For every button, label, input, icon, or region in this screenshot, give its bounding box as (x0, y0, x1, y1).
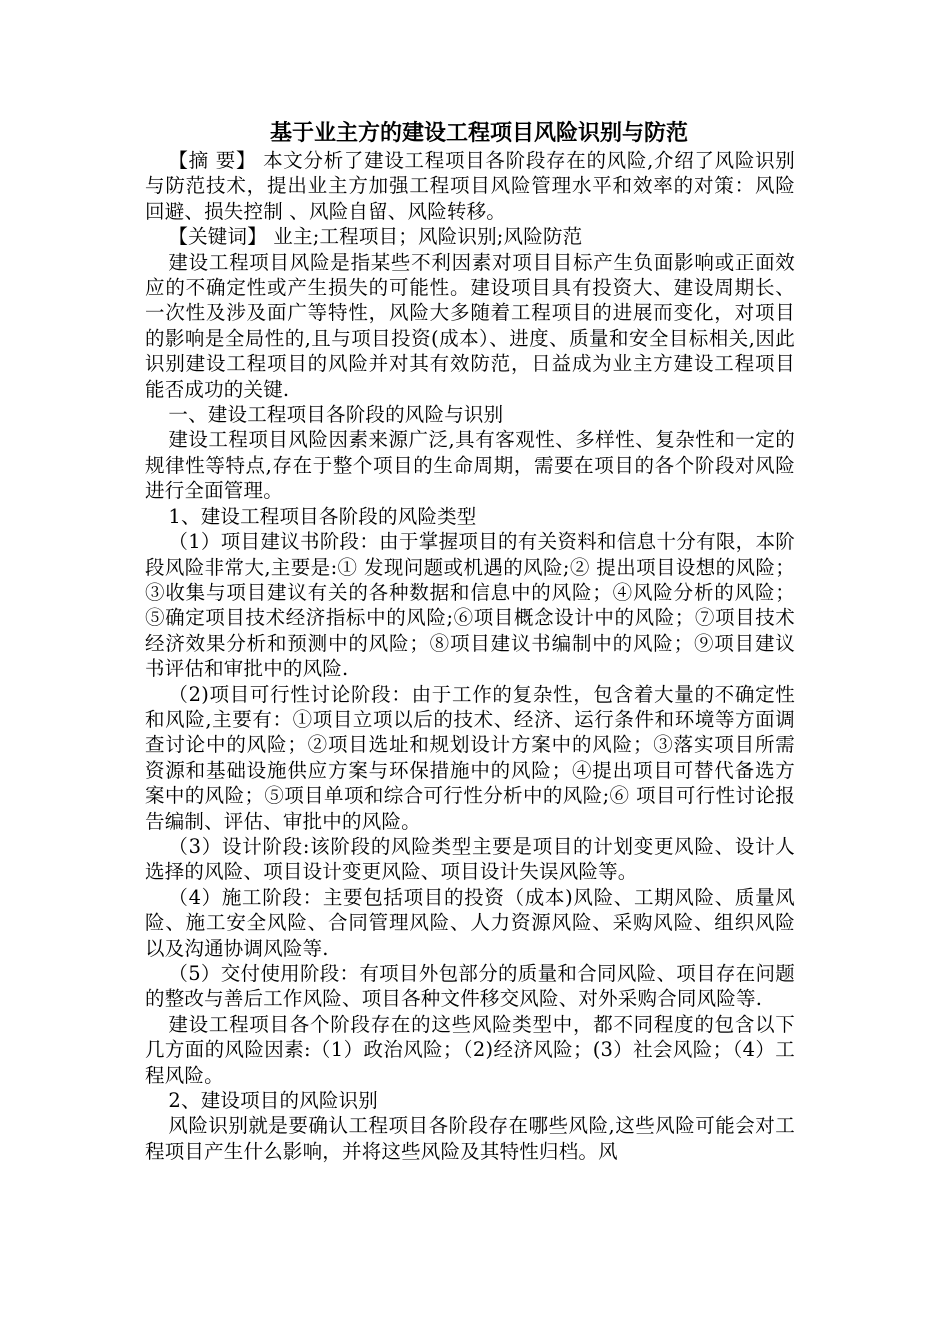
section1-heading: 一、建设工程项目各阶段的风险与识别 (168, 403, 504, 427)
section1-paragraph: 建设工程项目风险因素来源广泛,具有客观性、多样性、复杂性和一定的规律性等特点,存在于整个项目的生命周期，需要在项目的各个阶段对风险进行全面管理。 (145, 428, 795, 503)
stage5-paragraph: （5）交付使用阶段：有项目外包部分的质量和合同风险、项目存在问题的整改与善后工作风险、项目各种文件移交风险、对外采购合同风险等. (145, 962, 795, 1011)
factors-paragraph: 建设工程项目各个阶段存在的这些风险类型中，都不同程度的包含以下几方面的风险因素:（1）政治风险；（2)经济风险；(3）社会风险；（4）工程风险。 (145, 1012, 795, 1087)
document-title: 基于业主方的建设工程项目风险识别与防范 (270, 121, 689, 146)
abstract-text: 本文分析了建设工程项目各阶段存在的风险,介绍了风险识别与防范技术，提出业主方加强工程项目风险管理水平和效率的对策：风险回避、损失控制 、风险自留、风险转移。 (145, 149, 795, 223)
abstract-label: 【摘 要】 (168, 149, 257, 172)
keywords-text: 业主;工程项目；风险识别;风险防范 (266, 225, 583, 249)
stage1-paragraph: （1）项目建议书阶段：由于掌握项目的有关资料和信息十分有限，本阶段风险非常大,主要是:① 发现问题或机遇的风险;② 提出项目设想的风险；③收集与项目建议有关的各种数据和信息中的风险；④风险分析的风险；⑤确定项目技术经济指标中的风险;⑥项目概念设计中的风险；⑦项目技术经济效果分析和预测中的风险；⑧项目建议书编制中的风险；⑨项目建议书评估和审批中的风险. (145, 530, 795, 681)
intro-paragraph: 建设工程项目风险是指某些不利因素对项目目标产生负面影响或正面效应的不确定性或产生损失的可能性。建设项目具有投资大、建设周期长、一次性及涉及面广等特性，风险大多随着工程项目的进展而变化，对项目的影响是全局性的,且与项目投资(成本）、进度、质量和安全目标相关,因此识别建设工程项目的风险并对其有效防范，日益成为业主方建设工程项目能否成功的关键. (145, 250, 795, 401)
keywords-paragraph (145, 224, 795, 249)
stage3-paragraph: （3）设计阶段:该阶段的风险类型主要是项目的计划变更风险、设计人选择的风险、项目设计变更风险、项目设计失误风险等。 (145, 834, 795, 884)
document-page (145, 120, 795, 1164)
stage4-paragraph: （4）施工阶段：主要包括项目的投资（成本)风险、工期风险、质量风险、施工安全风险、合同管理风险、人力资源风险、采购风险、组织风险以及沟通协调风险等. (145, 885, 795, 960)
keywords-label: 【关键词】 (168, 225, 267, 249)
abstract-paragraph (145, 148, 795, 224)
subsection2-heading: 2、建设项目的风险识别 (168, 1089, 378, 1113)
subsection2-paragraph: 风险识别就是要确认工程项目各阶段存在哪些风险,这些风险可能会对工程项目产生什么影响，并将这些风险及其特性归档。风 (145, 1114, 795, 1163)
stage2-paragraph: （2)项目可行性讨论阶段：由于工作的复杂性，包含着大量的不确定性和风险,主要有：①项目立项以后的技术、经济、运行条件和环境等方面调查讨论中的风险；②项目选址和规划设计方案中的风险；③落实项目所需资源和基础设施供应方案与环保措施中的风险；④提出项目可替代备选方案中的风险；⑤项目单项和综合可行性分析中的风险;⑥ 项目可行性讨论报告编制、评估、审批中的风险。 (145, 682, 795, 833)
subsection1-heading: 1、建设工程项目各阶段的风险类型 (168, 504, 477, 528)
